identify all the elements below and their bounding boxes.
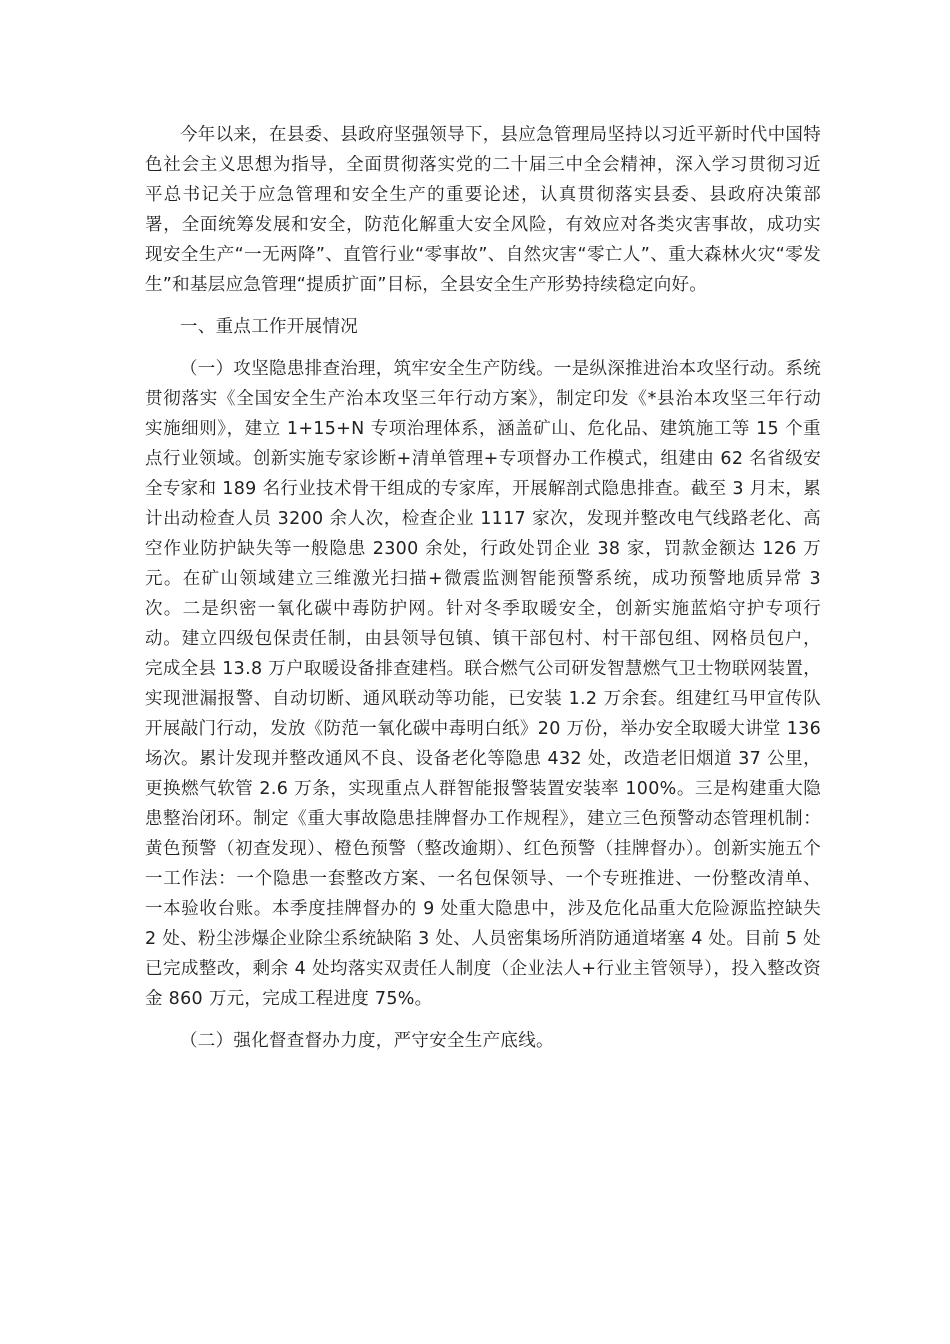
subsection-1-paragraph: （一）攻坚隐患排查治理，筑牢安全生产防线。一是纵深推进治本攻坚行动。系统贯彻落实《全国安全生产治本攻坚三年行动方案》，制定印发《*县治本攻坚三年行动实施细则》，建立 1+15+N 专项治理体系，涵盖矿山、危化品、建筑施工等 15 个重点行业领域。创新实施专家诊断+清单管理+专项督办工作模式，组建由 62 名省级安全专家和 189 名行业技术骨干组成的专家库，开展解剖式隐患排查。截至 3 月末，累计出动检查人员 3200 余人次，检查企业 1117 家次，发现并整改电气线路老化、高空作业防护缺失等一般隐患 2300 余处，行政处罚企业 38 家，罚款金额达 126 万元。在矿山领域建立三维激光扫描+微震监测智能预警系统，成功预警地质异常 3 次。二是织密一氧化碳中毒防护网。针对冬季取暖安全，创新实施蓝焰守护专项行动。建立四级包保责任制，由县领导包镇、镇干部包村、村干部包组、网格员包户，完成全县 13.8 万户取暖设备排查建档。联合燃气公司研发智慧燃气卫士物联网装置，实现泄漏报警、自动切断、通风联动等功能，已安装 1.2 万余套。组建红马甲宣传队开展敲门行动，发放《防范一氧化碳中毒明白纸》20 万份，举办安全取暖大讲堂 136 场次。累计发现并整改通风不良、设备老化等隐患 432 处，改造老旧烟道 37 公里，更换燃气软管 2.6 万条，实现重点人群智能报警装置安装率 100%。三是构建重大隐患整治闭环。制定《重大事故隐患挂牌督办工作规程》，建立三色预警动态管理机制：黄色预警（初查发现）、橙色预警（整改逾期）、红色预警（挂牌督办）。创新实施五个一工作法：一个隐患一套整改方案、一名包保领导、一个专班推进、一份整改清单、一本验收台账。本季度挂牌督办的 9 处重大隐患中，涉及危化品重大危险源监控缺失 2 处、粉尘涉爆企业除尘系统缺陷 3 处、人员密集场所消防通道堵塞 4 处。目前 5 处已完成整改，剩余 4 处均落实双责任人制度（企业法人+行业主管领导），投入整改资金 860 万元，完成工程进度 75%。 xyxy=(145,359,821,1009)
intro-paragraph: 今年以来，在县委、县政府坚强领导下，县应急管理局坚持以习近平新时代中国特色社会主义思想为指导，全面贯彻落实党的二十届三中全会精神，深入学习贯彻习近平总书记关于应急管理和安全生产的重要论述，认真贯彻落实县委、县政府决策部署，全面统筹发展和安全，防范化解重大安全风险，有效应对各类灾害事故，成功实现安全生产“一无两降”、直管行业“零事故”、自然灾害“零亡人”、重大森林火灾“零发生”和基层应急管理“提质扩面”目标，全县安全生产形势持续稳定向好。 xyxy=(145,125,821,295)
subsection-2-heading: （二）强化督查督办力度，严守安全生产底线。 xyxy=(180,1031,554,1051)
section-heading: 一、重点工作开展情况 xyxy=(180,317,358,337)
document-body xyxy=(145,120,821,1068)
